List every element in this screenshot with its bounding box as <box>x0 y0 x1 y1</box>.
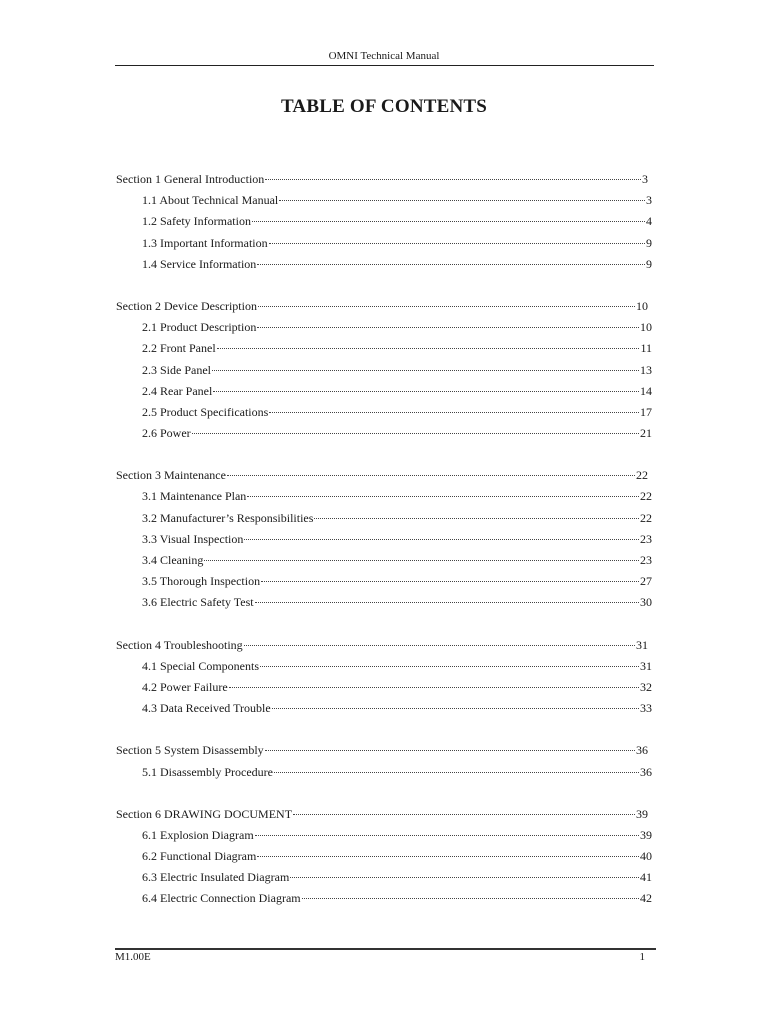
toc-entry-page: 23 <box>640 553 652 567</box>
toc-entry-label: 6.2 Functional Diagram <box>142 849 257 864</box>
toc-entry-page: 31 <box>636 637 648 652</box>
toc-entry-label: 3.1 Maintenance Plan <box>142 489 247 504</box>
dot-leader <box>217 347 640 349</box>
toc-entry-label: 3.4 Cleaning <box>142 553 204 567</box>
toc-subsection-entry[interactable] <box>0 891 652 912</box>
toc-entry-label: Section 2 Device Description <box>116 298 257 313</box>
toc-entry-label: 6.3 Electric Insulated Diagram <box>142 870 290 885</box>
toc-entry-page: 33 <box>640 701 652 716</box>
toc-subsection-entry[interactable] <box>0 701 652 722</box>
toc-subsection-entry[interactable] <box>0 405 652 426</box>
toc-subsection-entry[interactable] <box>0 659 652 680</box>
toc-section <box>0 743 768 785</box>
dot-leader <box>302 897 639 899</box>
toc-subsection-entry[interactable] <box>0 320 652 341</box>
toc-entry-page: 36 <box>640 764 652 779</box>
toc-section-entry[interactable] <box>0 743 648 764</box>
dot-leader <box>279 199 645 201</box>
toc-section <box>0 807 768 913</box>
dot-leader <box>227 474 635 476</box>
dot-leader <box>257 326 639 328</box>
dot-leader <box>244 644 635 646</box>
toc-subsection-entry[interactable] <box>0 341 652 362</box>
dot-leader <box>274 771 639 773</box>
toc-subsection-entry[interactable] <box>0 236 652 257</box>
toc-section-entry[interactable] <box>0 638 648 659</box>
toc-subsection-entry[interactable] <box>0 595 652 616</box>
toc-subsection-entry[interactable] <box>0 828 652 849</box>
toc-entry-label: Section 5 System Disassembly <box>116 743 264 758</box>
toc-section <box>0 299 768 447</box>
dot-leader <box>265 178 641 180</box>
toc-entry-label: 2.6 Power <box>142 426 191 441</box>
toc-subsection-entry[interactable] <box>0 363 652 384</box>
toc-subsection-entry[interactable] <box>0 553 652 574</box>
dot-leader <box>192 432 639 434</box>
toc-entry-page: 4 <box>646 214 652 229</box>
toc-entry-label: Section 4 Troubleshooting <box>116 637 243 652</box>
toc-subsection-entry[interactable] <box>0 511 652 532</box>
toc-entry-page: 3 <box>642 172 648 186</box>
dot-leader <box>265 749 635 751</box>
toc-entry-page: 10 <box>636 298 648 313</box>
footer-rule <box>115 948 656 950</box>
toc-subsection-entry[interactable] <box>0 680 652 701</box>
toc-entry-page: 40 <box>640 849 652 864</box>
dot-leader <box>257 263 645 265</box>
toc-entry-page: 36 <box>636 743 648 758</box>
toc-subsection-entry[interactable] <box>0 384 652 405</box>
dot-leader <box>257 855 639 857</box>
footer-version: M1.00E <box>115 951 151 963</box>
toc-entry-label: 1.1 About Technical Manual <box>142 193 279 208</box>
toc-section <box>0 468 768 616</box>
dot-leader <box>258 305 635 307</box>
toc-section <box>0 638 768 723</box>
toc-entry-page: 39 <box>640 827 652 842</box>
toc-subsection-entry[interactable] <box>0 870 652 891</box>
toc-entry-label: 2.2 Front Panel <box>142 341 216 356</box>
toc-entry-page: 32 <box>640 679 652 694</box>
dot-leader <box>314 517 639 519</box>
toc-entry-page: 3 <box>646 193 652 208</box>
table-of-contents <box>0 172 768 934</box>
toc-subsection-entry[interactable] <box>0 849 652 870</box>
toc-subsection-entry[interactable] <box>0 574 652 595</box>
toc-entry-page: 31 <box>640 658 652 673</box>
footer-page-number: 1 <box>639 951 645 963</box>
toc-entry-page: 9 <box>646 256 652 271</box>
toc-entry-page: 22 <box>640 510 652 525</box>
toc-section-entry[interactable] <box>0 807 648 828</box>
toc-entry-label: 2.1 Product Description <box>142 320 257 335</box>
toc-subsection-entry[interactable] <box>0 193 652 214</box>
dot-leader <box>272 707 639 709</box>
dot-leader <box>229 686 639 688</box>
toc-subsection-entry[interactable] <box>0 214 652 235</box>
dot-leader <box>269 411 639 413</box>
dot-leader <box>269 242 645 244</box>
dot-leader <box>255 834 639 836</box>
toc-entry-label: Section 3 Maintenance <box>116 468 226 483</box>
toc-entry-label: 1.3 Important Information <box>142 235 268 250</box>
dot-leader <box>260 665 639 667</box>
toc-entry-label: Section 1 General Introduction <box>116 172 265 186</box>
dot-leader <box>290 876 639 878</box>
dot-leader <box>261 580 639 582</box>
toc-entry-page: 14 <box>640 383 652 398</box>
toc-entry-page: 22 <box>640 489 652 504</box>
toc-entry-page: 22 <box>636 468 648 483</box>
toc-entry-page: 30 <box>640 595 652 610</box>
toc-entry-page: 17 <box>640 404 652 419</box>
dot-leader <box>293 813 635 815</box>
dot-leader <box>255 601 639 603</box>
dot-leader <box>204 559 639 561</box>
toc-entry-label: 4.1 Special Components <box>142 658 259 673</box>
toc-entry-label: 3.6 Electric Safety Test <box>142 595 254 610</box>
toc-entry-label: 4.2 Power Failure <box>142 679 228 694</box>
toc-entry-page: 11 <box>640 341 652 356</box>
toc-subsection-entry[interactable] <box>0 426 652 447</box>
toc-subsection-entry[interactable] <box>0 765 652 786</box>
toc-entry-page: 10 <box>640 320 652 335</box>
toc-entry-page: 21 <box>640 426 652 441</box>
toc-entry-label: 3.3 Visual Inspection <box>142 531 244 546</box>
toc-entry-label: 3.5 Thorough Inspection <box>142 574 261 589</box>
page-title: TABLE OF CONTENTS <box>280 96 488 117</box>
toc-subsection-entry[interactable] <box>0 532 652 553</box>
dot-leader <box>213 390 639 392</box>
running-header: OMNI Technical Manual <box>328 50 440 62</box>
toc-entry-label: 4.3 Data Received Trouble <box>142 701 271 716</box>
toc-entry-page: 13 <box>640 362 652 377</box>
toc-entry-label: 2.5 Product Specifications <box>142 404 269 419</box>
toc-entry-label: 2.4 Rear Panel <box>142 383 213 398</box>
toc-entry-label: 3.2 Manufacturer’s Responsibilities <box>142 510 314 525</box>
toc-entry-page: 41 <box>640 870 652 885</box>
toc-entry-label: 6.1 Explosion Diagram <box>142 827 254 842</box>
toc-entry-label: 1.2 Safety Information <box>142 214 251 229</box>
toc-entry-page: 23 <box>640 531 652 546</box>
toc-entry-page: 27 <box>640 574 652 589</box>
dot-leader <box>244 538 639 540</box>
toc-section-entry[interactable] <box>0 172 648 193</box>
toc-subsection-entry[interactable] <box>0 257 652 278</box>
toc-entry-page: 39 <box>636 806 648 821</box>
toc-entry-label: 2.3 Side Panel <box>142 362 211 377</box>
toc-section-entry[interactable] <box>0 468 648 489</box>
toc-entry-label: 1.4 Service Information <box>142 256 257 271</box>
toc-entry-page: 42 <box>640 891 652 906</box>
dot-leader <box>252 220 645 222</box>
dot-leader <box>212 369 639 371</box>
dot-leader <box>247 495 639 497</box>
toc-entry-label: 6.4 Electric Connection Diagram <box>142 891 301 906</box>
toc-subsection-entry[interactable] <box>0 489 652 510</box>
header-rule <box>115 65 654 66</box>
toc-section-entry[interactable] <box>0 299 648 320</box>
toc-section <box>0 172 768 278</box>
toc-entry-page: 9 <box>646 235 652 250</box>
toc-entry-label: 5.1 Disassembly Procedure <box>142 764 273 779</box>
toc-entry-label: Section 6 DRAWING DOCUMENT <box>116 806 293 821</box>
